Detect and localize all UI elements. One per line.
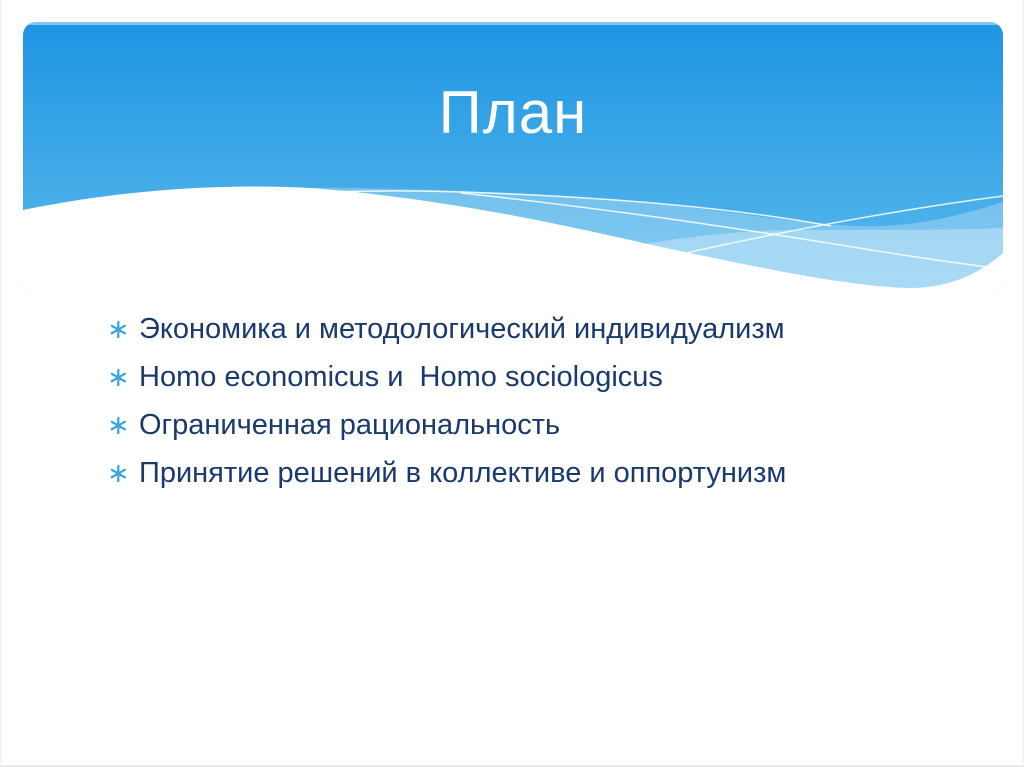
bullet-text: Принятие решений в коллективе и оппортунизм — [139, 456, 787, 489]
list-item — [101, 353, 961, 401]
list-item — [101, 449, 961, 497]
asterisk-bullet-icon: ∗ — [107, 361, 130, 392]
list-item — [101, 305, 961, 353]
asterisk-bullet-icon: ∗ — [107, 313, 130, 344]
bullet-text: Экономика и методологический индивидуализм — [139, 312, 785, 345]
asterisk-bullet-icon: ∗ — [107, 409, 130, 440]
bullet-text: Homo economicus и Homo sociologicus — [139, 360, 663, 393]
list-item — [101, 401, 961, 449]
bullet-list — [101, 305, 961, 497]
asterisk-bullet-icon: ∗ — [107, 457, 130, 488]
header-wave-graphic — [1, 0, 1024, 300]
slide-title: План — [438, 79, 588, 146]
bullet-text: Ограниченная рациональность — [139, 408, 561, 441]
